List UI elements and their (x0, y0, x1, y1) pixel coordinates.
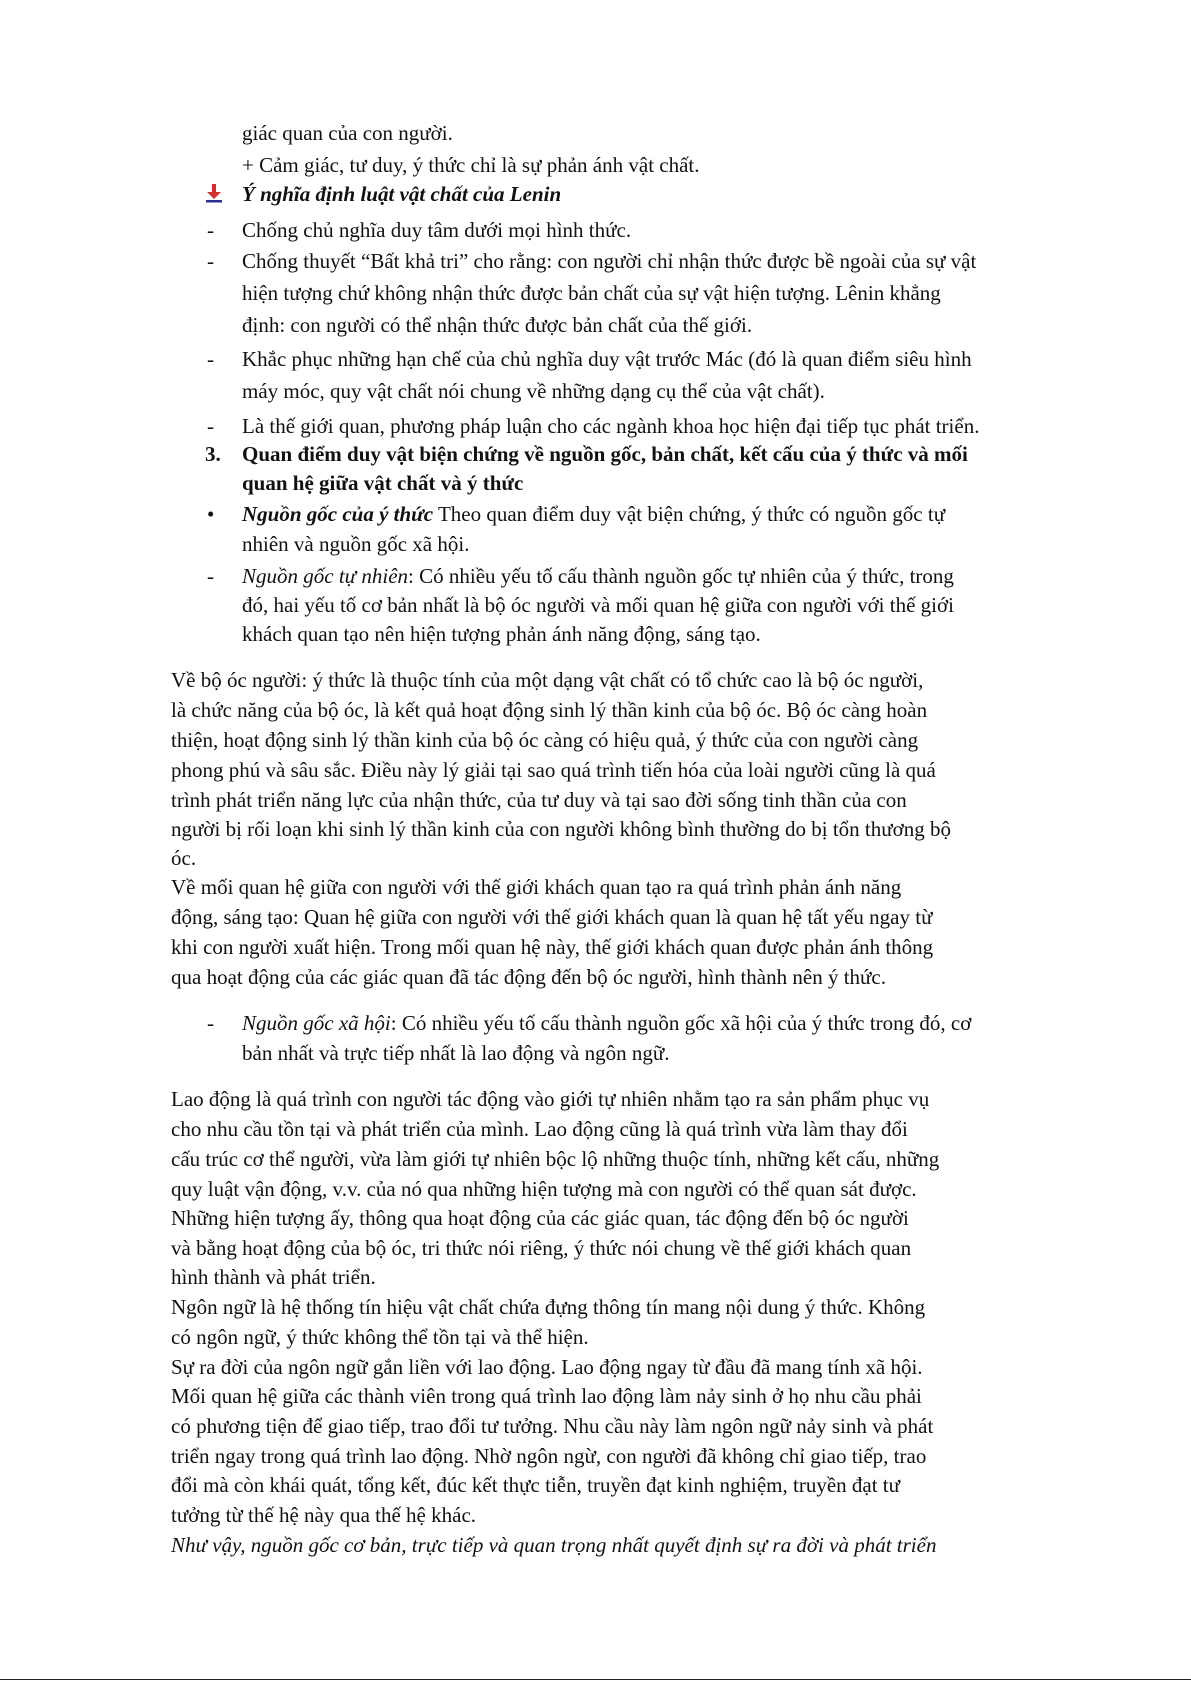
paragraph-line: và bằng hoạt động của bộ óc, tri thức nói riêng, ý thức nói chung về thế giới khách quan (171, 1236, 912, 1260)
paragraph-line: là chức năng của bộ óc, là kết quả hoạt động sinh lý thần kinh của bộ óc. Bộ óc càng hoàn (171, 698, 928, 722)
paragraph-line: hình thành và phát triển. (171, 1265, 376, 1289)
list-item-continued: hiện tượng chứ không nhận thức được bản chất của sự vật hiện tượng. Lênin khẳng (242, 281, 941, 305)
paragraph-line: Ngôn ngữ là hệ thống tín hiệu vật chất chứa đựng thông tín mang nội dung ý thức. Không (171, 1295, 926, 1319)
paragraph-line: đổi mà còn khái quát, tổng kết, đúc kết thực tiễn, truyền đạt kinh nghiệm, truyền đạt tư (171, 1473, 901, 1497)
paragraph-line: cấu trúc cơ thể người, vừa làm giới tự nhiên bộc lộ những thuộc tính, những kết cấu, những (171, 1147, 940, 1171)
list-item-continued: bản nhất và trực tiếp nhất là lao động và ngôn ngữ. (242, 1041, 670, 1065)
paragraph-line: người bị rối loạn khi sinh lý thần kinh của con người không bình thường do bị tổn thương bộ (171, 817, 951, 841)
paragraph-line: động, sáng tạo: Quan hệ giữa con người với thế giới khách quan là quan hệ tất yếu ngay từ (171, 905, 933, 929)
list-item (242, 562, 954, 590)
paragraph-line: tưởng từ thế hệ này qua thế hệ khác. (171, 1503, 477, 1527)
term-label: Nguồn gốc tự nhiên (242, 564, 409, 588)
section-heading-continued: quan hệ giữa vật chất và ý thức (242, 471, 524, 495)
page-bottom-rule (0, 1679, 1191, 1680)
list-item: Khắc phục những hạn chế của chủ nghĩa duy vật trước Mác (đó là quan điểm siêu hình (242, 347, 972, 371)
list-item: Chống thuyết “Bất khả tri” cho rằng: con người chỉ nhận thức được bề ngoài của sự vật (242, 249, 977, 273)
paragraph-line: óc. (171, 846, 197, 870)
paragraph-line: Sự ra đời của ngôn ngữ gắn liền với lao động. Lao động ngay từ đầu đã mang tính xã hội. (171, 1355, 923, 1379)
paragraph-line: thiện, hoạt động sinh lý thần kinh của bộ óc càng có hiệu quả, ý thức của con người càng (171, 728, 919, 752)
paragraph-line: quy luật vận động, v.v. của nó qua những hiện tượng mà con người có thể quan sát được. (171, 1177, 917, 1201)
section-heading: Quan điểm duy vật biện chứng về nguồn gốc, bản chất, kết cấu của ý thức và mối (242, 442, 968, 466)
bullet-marker: • (207, 502, 215, 526)
list-item-continued: khách quan tạo nên hiện tượng phản ánh năng động, sáng tạo. (242, 622, 761, 646)
paragraph-line: triển ngay trong quá trình lao động. Nhờ ngôn ngừ, con người đã không chỉ giao tiếp, trao (171, 1444, 927, 1468)
section-heading-lenin: Ý nghĩa định luật vật chất của Lenin (242, 182, 562, 206)
paragraph-line: có phương tiện để giao tiếp, trao đổi tư tưởng. Nhu cầu này làm ngôn ngữ nảy sinh và phát (171, 1414, 934, 1438)
list-marker: - (207, 347, 214, 371)
term-label: Nguồn gốc của ý thức (242, 502, 434, 526)
list-marker: - (207, 218, 214, 242)
list-item-continued: máy móc, quy vật chất nói chung về những dạng cụ thể của vật chất). (242, 379, 825, 403)
list-marker: - (207, 564, 214, 588)
list-item: Chống chủ nghĩa duy tâm dưới mọi hình thức. (242, 218, 632, 242)
text-line: giác quan của con người. (242, 121, 453, 145)
paragraph-line: Mối quan hệ giữa các thành viên trong quá trình lao động làm nảy sinh ở họ nhu cầu phải (171, 1384, 922, 1408)
paragraph-line: Lao động là quá trình con người tác động vào giới tự nhiên nhằm tạo ra sản phẩm phục vụ (171, 1087, 930, 1111)
paragraph-line: qua hoạt động của các giác quan đã tác động đến bộ óc người, hình thành nên ý thức. (171, 965, 886, 989)
term-text: : Có nhiều yếu tố cấu thành nguồn gốc xã hội của ý thức trong đó, cơ (390, 1011, 972, 1035)
term-text: : Có nhiều yếu tố cấu thành nguồn gốc tự nhiên của ý thức, trong (408, 564, 954, 588)
term-label: Nguồn gốc xã hội (242, 1011, 391, 1035)
list-item-continued: nhiên và nguồn gốc xã hội. (242, 532, 470, 556)
section-number: 3. (205, 442, 221, 466)
paragraph-line: trình phát triển năng lực của nhận thức, của tư duy và tại sao đời sống tinh thần của con (171, 788, 907, 812)
paragraph-line: có ngôn ngữ, ý thức không thể tồn tại và thể hiện. (171, 1325, 589, 1349)
list-item: Là thế giới quan, phương pháp luận cho các ngành khoa học hiện đại tiếp tục phát triển. (242, 414, 980, 438)
paragraph-line-italic: Như vậy, nguồn gốc cơ bản, trực tiếp và quan trọng nhất quyết định sự ra đời và phát triển (171, 1533, 937, 1557)
down-arrow-bullet-icon (205, 183, 223, 203)
list-item (242, 500, 945, 528)
paragraph-line: Về bộ óc người: ý thức là thuộc tính của một dạng vật chất có tổ chức cao là bộ óc người, (171, 668, 924, 692)
list-item-continued: đó, hai yếu tố cơ bản nhất là bộ óc người và mối quan hệ giữa con người với thế giới (242, 593, 954, 617)
list-marker: - (207, 414, 214, 438)
paragraph-line: cho nhu cầu tồn tại và phát triển của mình. Lao động cũng là quá trình vừa làm thay đổi (171, 1117, 908, 1141)
paragraph-line: khi con người xuất hiện. Trong mối quan hệ này, thế giới khách quan được phản ánh thông (171, 935, 934, 959)
paragraph-line: phong phú và sâu sắc. Điều này lý giải tại sao quá trình tiến hóa của loài người cũng là quá (171, 758, 936, 782)
term-text: Theo quan điểm duy vật biện chứng, ý thức có nguồn gốc tự (433, 502, 946, 526)
list-marker: - (207, 249, 214, 273)
paragraph-line: Những hiện tượng ấy, thông qua hoạt động của các giác quan, tác động đến bộ óc người (171, 1206, 909, 1230)
list-item (242, 1009, 971, 1037)
list-item-continued: định: con người có thể nhận thức được bản chất của thế giới. (242, 313, 753, 337)
list-marker: - (207, 1011, 214, 1035)
text-line: + Cảm giác, tư duy, ý thức chỉ là sự phản ánh vật chất. (242, 153, 700, 177)
paragraph-line: Về mối quan hệ giữa con người với thế giới khách quan tạo ra quá trình phản ánh năng (171, 875, 902, 899)
